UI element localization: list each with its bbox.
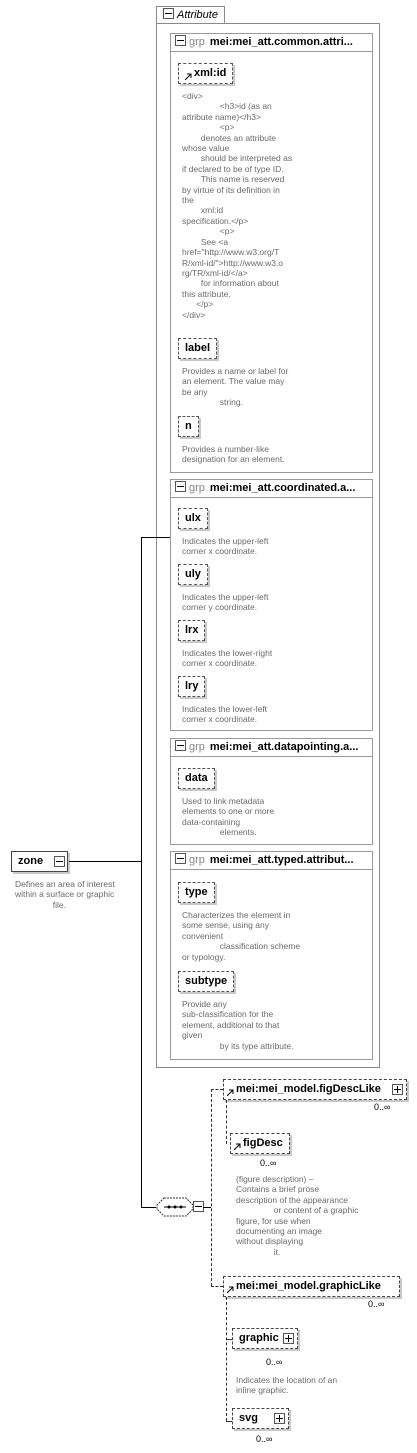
connector-line — [211, 1286, 223, 1287]
attribute-type[interactable] — [178, 882, 215, 903]
attribute-name: type — [185, 886, 208, 898]
group-keyword: grp — [189, 482, 205, 494]
reference-arrow-icon — [227, 1282, 234, 1289]
group-keyword: grp — [189, 741, 205, 753]
expand-icon[interactable] — [392, 1084, 403, 1095]
group-title: mei:mei_att.common.attri... — [209, 36, 353, 48]
attribute-description: Characterizes the element in some sense, using any convenient classification scheme or typology. — [182, 910, 301, 962]
connector-line — [141, 1207, 156, 1208]
element-name: graphic — [239, 1332, 279, 1344]
group-header[interactable] — [171, 34, 372, 52]
attribute-uly[interactable] — [178, 564, 208, 585]
root-element-description: Defines an area of interest within a surface or graphic file. — [15, 879, 115, 910]
attribute-description: Provide any sub-classification for the element, additional to that given by its type attribute. — [182, 999, 294, 1051]
attribute-name: lry — [185, 680, 199, 692]
element-figDesc[interactable] — [230, 1133, 290, 1154]
attribute-description: Used to link metadata elements to one or more data-containing elements. — [182, 796, 275, 838]
attribute-name: ulx — [185, 512, 201, 524]
attribute-name: subtype — [185, 975, 228, 987]
attribute-description: Indicates the lower-left corner x coordinate. — [182, 704, 268, 725]
reference-arrow-icon — [227, 1085, 234, 1092]
connector-line — [211, 1089, 212, 1286]
connector-line — [226, 1100, 227, 1144]
cardinality: 0..∞ — [368, 1299, 385, 1309]
cardinality: 0..∞ — [374, 1102, 391, 1112]
attribute-description: Indicates the lower-right corner x coordinate. — [182, 648, 273, 669]
expand-icon[interactable] — [283, 1333, 294, 1344]
collapse-icon[interactable] — [54, 856, 65, 867]
attribute-tab[interactable] — [156, 6, 225, 23]
connector-line — [226, 1297, 227, 1421]
group-header[interactable] — [171, 852, 372, 870]
model-name: mei:mei_model.figDescLike — [236, 1083, 381, 1095]
attribute-tab-label: Attribute — [177, 9, 218, 21]
element-description: Indicates the location of an inline graphic. — [236, 1375, 338, 1396]
attribute-name: uly — [185, 568, 201, 580]
attribute-subtype[interactable] — [178, 971, 234, 992]
group-title: mei:mei_att.typed.attribut... — [209, 854, 354, 866]
attribute-label[interactable] — [178, 338, 217, 359]
collapse-icon[interactable] — [175, 35, 186, 46]
cardinality: 0..∞ — [256, 1434, 273, 1444]
attribute-lry[interactable] — [178, 676, 205, 697]
group-header[interactable] — [171, 480, 372, 498]
group-keyword: grp — [189, 36, 205, 48]
attribute-name: lrx — [185, 624, 199, 636]
root-element-name: zone — [18, 855, 44, 867]
collapse-icon[interactable] — [175, 740, 186, 751]
attribute-description: Provides a name or label for an element. The value may be any string. — [182, 366, 289, 408]
attribute-description: Indicates the upper-left corner x coordinate. — [182, 536, 269, 557]
reference-arrow-icon — [234, 1139, 241, 1146]
attribute-xml-id[interactable] — [178, 63, 233, 84]
connector-line — [141, 537, 170, 538]
connector-line — [141, 537, 142, 1207]
element-svg[interactable] — [232, 1408, 289, 1429]
reference-arrow-icon — [185, 69, 192, 76]
attribute-description: <div> <h3>id (as an attribute name)</h3> <p> denotes an attribute whose value should be interpreted as if declared to be of type ID. This name is reserved by virtue of its definition in the xml:id specification.</p> <p> See <a href="http://www.w3.org/T R/xml-id/">http://www.w3.o rg/TR/xml-id/</a> for information about this attribute. </p> </div> — [182, 91, 293, 320]
model-graphicLike[interactable] — [223, 1276, 400, 1297]
model-figDescLike[interactable] — [223, 1079, 407, 1100]
attribute-description: Indicates the upper-left corner y coordinate. — [182, 592, 269, 613]
attribute-ulx[interactable] — [178, 508, 208, 529]
attribute-data[interactable] — [178, 768, 215, 789]
attribute-name: xml:id — [194, 67, 227, 79]
element-name: figDesc — [243, 1137, 283, 1149]
group-title: mei:mei_att.datapointing.a... — [209, 741, 359, 753]
model-name: mei:mei_model.graphicLike — [236, 1280, 381, 1292]
connector-line — [211, 1089, 223, 1090]
group-keyword: grp — [189, 854, 205, 866]
group-title: mei:mei_att.coordinated.a... — [209, 482, 356, 494]
cardinality: 0..∞ — [260, 1158, 277, 1168]
root-element-zone[interactable] — [11, 851, 68, 872]
attribute-n[interactable] — [178, 416, 199, 437]
element-name: svg — [239, 1412, 258, 1424]
group-header[interactable] — [171, 739, 372, 757]
collapse-icon[interactable] — [163, 8, 174, 19]
element-graphic[interactable] — [232, 1328, 298, 1349]
attribute-name: n — [185, 420, 192, 432]
sequence-compositor[interactable] — [156, 1197, 203, 1216]
attribute-name: data — [185, 772, 208, 784]
connector-line — [69, 861, 142, 862]
attribute-description: Provides a number-like designation for an element. — [182, 444, 285, 465]
expand-icon[interactable] — [274, 1413, 285, 1424]
connector-line — [203, 1207, 211, 1208]
collapse-icon[interactable] — [175, 481, 186, 492]
attribute-lrx[interactable] — [178, 620, 205, 641]
collapse-icon[interactable] — [175, 853, 186, 864]
attribute-name: label — [185, 342, 211, 354]
element-description: (figure description) – Contains a brief prose description of the appearance or content of a graphic figure, for use when documenting an image without displaying it. — [236, 1174, 359, 1257]
cardinality: 0..∞ — [266, 1357, 283, 1367]
